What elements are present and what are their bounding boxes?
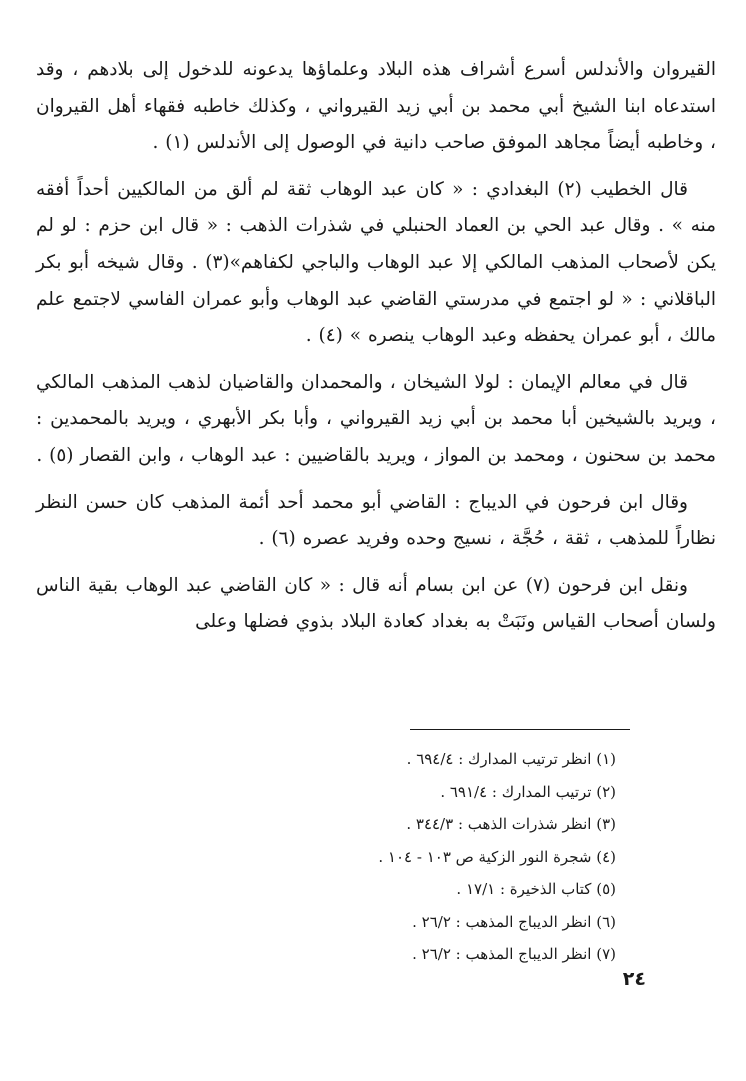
footnote: (٤) شجرة النور الزكية ص ١٠٣ - ١٠٤ . (378, 847, 616, 866)
main-text (36, 52, 716, 641)
paragraph: ونقل ابن فرحون (٧) عن ابن بسام أنه قال : « كان القاضي عبد الوهاب بقية الناس ولسان أصحاب القياس ونَبَتْ به بغداد كعادة البلاد بذوي فضلها وعلى (36, 574, 716, 633)
paragraph: وقال ابن فرحون في الديباج : القاضي أبو محمد أحد أئمة المذهب كان حسن النظر نظاراً للمذهب ، ثقة ، حُجَّة ، نسيج وحده وفريد عصره (٦) . (36, 491, 716, 550)
footnote-separator (410, 729, 630, 730)
paragraph: قال في معالم الإيمان : لولا الشيخان ، والمحمدان والقاضيان لذهب المذهب المالكي ، ويريد بالشيخين أبا محمد بن أبي زيد القيرواني ، وأبا بكر الأبهري ، ويريد بالمحمدين : محمد بن سحنون ، ومحمد بن المواز ، ويريد بالقاضيين : عبد الوهاب ، وابن القصار (٥) . (36, 371, 716, 466)
footnote: (٦) انظر الديباج المذهب : ٢٦/٢ . (412, 912, 616, 931)
paragraph: قال الخطيب (٢) البغدادي : « كان عبد الوهاب ثقة لم ألق من المالكيين أحداً أفقه منه » . وقال عبد الحي بن العماد الحنبلي في شذرات الذهب : « قال ابن حزم : لو لم يكن لأصحاب المذهب المالكي إلا عبد الوهاب والباجي لكفاهم»(٣) . وقال شيخه أبو بكر الباقلاني : « لو اجتمع في مدرستي القاضي عبد الوهاب وأبو عمران الفاسي لاجتمع علم مالك ، أبو عمران يحفظه وعبد الوهاب ينصره » (٤) . (36, 178, 716, 347)
footnote: (٥) كتاب الذخيرة : ١٧/١ . (456, 880, 616, 898)
footnote: (٣) انظر شذرات الذهب : ٣٤٤/٣ . (406, 815, 616, 833)
footnotes (196, 743, 616, 971)
footnote: (٧) انظر الديباج المذهب : ٢٦/٢ . (412, 945, 616, 963)
paragraph: القيروان والأندلس أسرع أشراف هذه البلاد وعلماؤها يدعونه للدخول إلى بلادهم ، وقد استدعاه ابنا الشيخ أبي محمد بن أبي زيد القيرواني ، وكذلك خاطبه فقهاء أهل القيروان ، وخاطبه أيضاً مجاهد الموفق صاحب دانية في الوصول إلى الأندلس (١) . (36, 59, 716, 154)
page-number: ٢٤ (622, 968, 646, 990)
footnote: (١) انظر ترتيب المدارك : ٦٩٤/٤ . (406, 750, 616, 768)
footnote: (٢) ترتيب المدارك : ٦٩١/٤ . (440, 782, 616, 801)
